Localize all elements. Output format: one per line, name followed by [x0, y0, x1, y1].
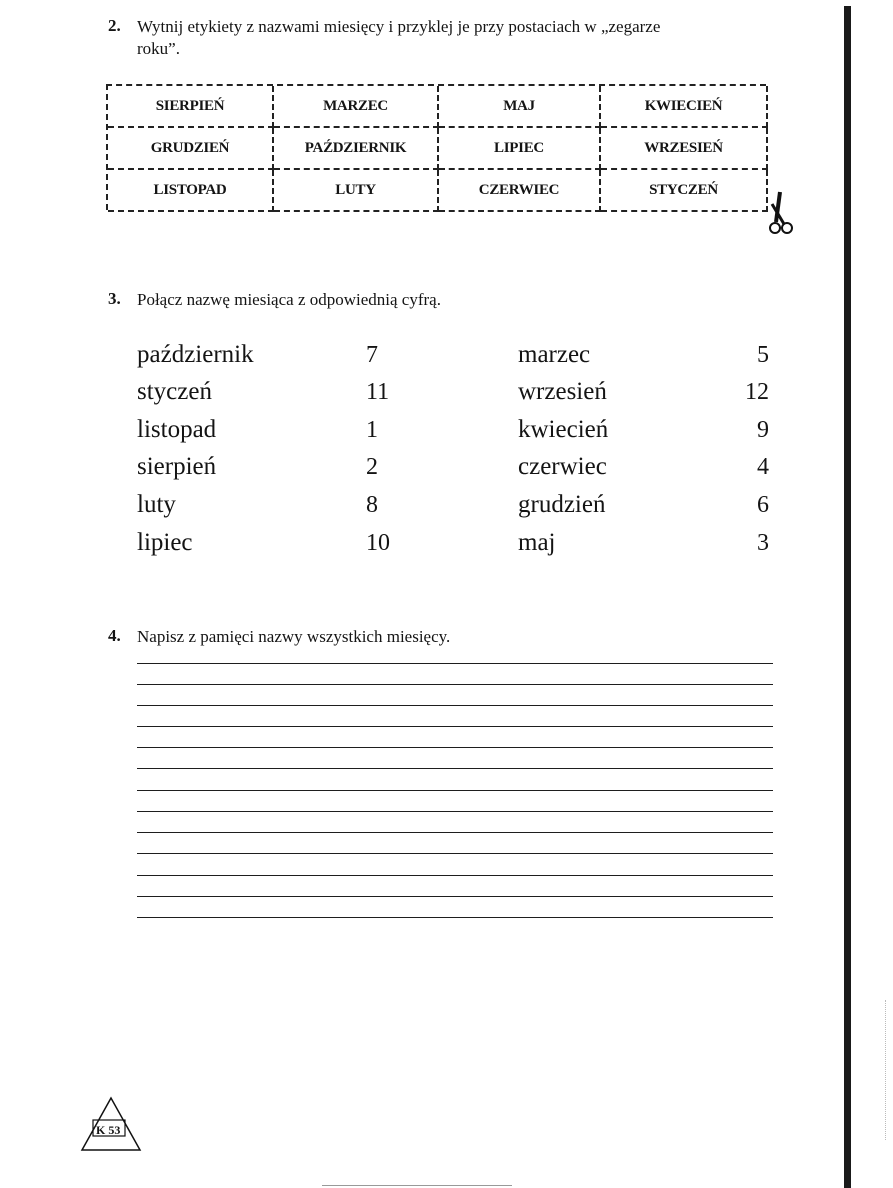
left-number: 8 — [366, 492, 378, 518]
right-number: 12 — [745, 379, 769, 405]
right-month-word: marzec — [518, 341, 591, 368]
right-month-word: maj — [518, 529, 556, 556]
page-edge-bar — [844, 6, 851, 1188]
writing-line[interactable] — [137, 875, 773, 876]
month-label[interactable]: LIPIEC — [439, 128, 601, 170]
task-3-number: 3. — [108, 289, 121, 308]
left-month-word: styczeń — [137, 378, 212, 405]
right-month-word: wrzesień — [518, 378, 607, 405]
footer-rule — [322, 1185, 512, 1186]
month-label[interactable]: GRUDZIEŃ — [108, 128, 274, 170]
month-label-grid — [106, 84, 766, 210]
month-label[interactable]: MARZEC — [274, 86, 439, 128]
writing-line[interactable] — [137, 811, 773, 812]
left-number: 10 — [366, 530, 390, 556]
month-label[interactable]: SIERPIEŃ — [108, 86, 274, 128]
task-2-text-line2: roku”. — [137, 39, 180, 58]
left-month-word: lipiec — [137, 529, 193, 556]
writing-line[interactable] — [137, 705, 773, 706]
month-label[interactable]: CZERWIEC — [439, 170, 601, 212]
writing-line[interactable] — [137, 684, 773, 685]
scissors-icon — [764, 190, 804, 236]
page-badge-label: K 53 — [96, 1123, 121, 1137]
right-number: 6 — [757, 492, 769, 518]
task-4-text: Napisz z pamięci nazwy wszystkich miesięcy. — [137, 627, 451, 646]
writing-line[interactable] — [137, 896, 773, 897]
scan-dots — [885, 1000, 888, 1140]
left-month-word: październik — [137, 341, 254, 368]
left-month-word: sierpień — [137, 453, 217, 480]
right-month-word: grudzień — [518, 491, 606, 518]
month-label[interactable]: PAŹDZIERNIK — [274, 128, 439, 170]
left-month-word: luty — [137, 491, 176, 518]
task-2-text-line1: Wytnij etykiety z nazwami miesięcy i przyklej je przy postaciach w „zegarze — [137, 17, 661, 36]
right-number: 4 — [757, 454, 769, 480]
month-label[interactable]: STYCZEŃ — [601, 170, 768, 212]
task-4-number: 4. — [108, 626, 121, 645]
right-number: 5 — [757, 342, 769, 368]
writing-line[interactable] — [137, 663, 773, 664]
writing-line[interactable] — [137, 853, 773, 854]
writing-line[interactable] — [137, 768, 773, 769]
month-label[interactable]: MAJ — [439, 86, 601, 128]
writing-line[interactable] — [137, 832, 773, 833]
left-number: 1 — [366, 417, 378, 443]
writing-line[interactable] — [137, 726, 773, 727]
left-number: 7 — [366, 342, 378, 368]
right-number: 3 — [757, 530, 769, 556]
month-label[interactable]: LISTOPAD — [108, 170, 274, 212]
right-number: 9 — [757, 417, 769, 443]
month-label[interactable]: WRZESIEŃ — [601, 128, 768, 170]
left-month-word: listopad — [137, 416, 217, 443]
right-month-word: czerwiec — [518, 453, 607, 480]
right-month-word: kwiecień — [518, 416, 609, 443]
left-number: 2 — [366, 454, 378, 480]
writing-line[interactable] — [137, 790, 773, 791]
month-label[interactable]: LUTY — [274, 170, 439, 212]
task-3-text: Połącz nazwę miesiąca z odpowiednią cyfrą. — [137, 290, 441, 309]
task-2-number: 2. — [108, 16, 121, 35]
month-label[interactable]: KWIECIEŃ — [601, 86, 768, 128]
left-number: 11 — [366, 379, 390, 405]
writing-line[interactable] — [137, 917, 773, 918]
writing-line[interactable] — [137, 747, 773, 748]
